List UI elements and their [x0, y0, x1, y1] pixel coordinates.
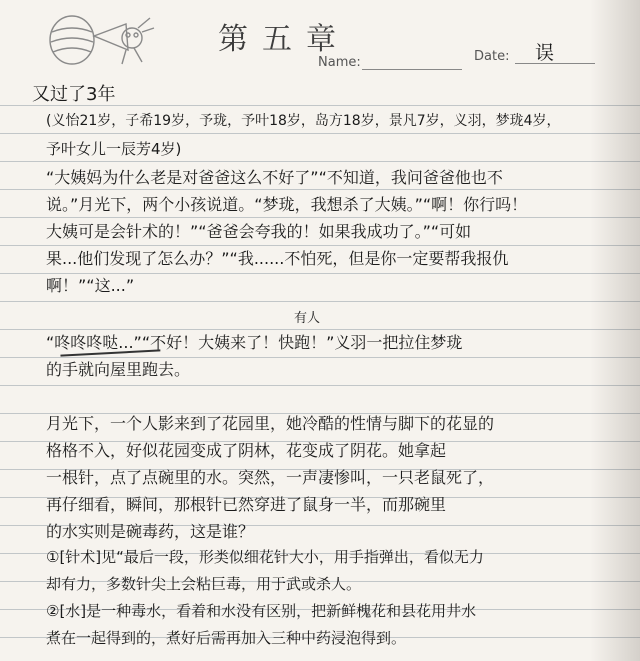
text-line: (义怡21岁，子希19岁，予珑，予叶18岁，岛方18岁，景凡7岁，义羽，梦珑4岁， [46, 113, 561, 129]
footnote-line: ①[针术]见“最后一段，形类似细花针大小，用手指弹出，看似无力 [46, 548, 484, 566]
footnote-line: 却有力，多数针尖上会粘巨毒，用于武或杀人。 [46, 575, 362, 593]
text-line: 再仔细看，瞬间，那根针已然穿进了鼠身一半，而那碗里 [46, 495, 447, 514]
text-line: 果...他们发现了怎么办？”“我......不怕死，但是你一定要帮我报仇 [46, 249, 509, 268]
text-line: 的水实则是碗毒药，这是谁？ [46, 522, 255, 541]
insertion-note: 有人 [294, 311, 321, 326]
text-line: 又过了3年 [32, 84, 116, 105]
page-edge-shadow [590, 0, 640, 661]
text-line: 一根针，点了点碗里的水。突然，一声凄惨叫，一只老鼠死了， [46, 468, 495, 487]
name-label: Name: [318, 55, 361, 70]
text-line: “咚咚咚哒...”“不好！大姨来了！快跑！”义羽一把拉住梦珑 [46, 333, 463, 352]
text-line: 说。”月光下，两个小孩说道。“梦珑，我想杀了大姨。”“啊！你行吗！ [46, 195, 528, 214]
page-title: 第五章 [218, 22, 350, 57]
text-line: 啊！”“这...” [46, 276, 135, 295]
text-line: “大姨妈为什么老是对爸爸这么不好了”“不知道，我问爸爸他也不 [46, 168, 503, 187]
footnote-line: 煮在一起得到的，煮好后需再加入三种中药浸泡得到。 [46, 629, 407, 647]
footnote-line: ②[水]是一种毒水，看着和水没有区别，把新鲜槐花和县花用井水 [46, 602, 477, 620]
text-line: 予叶女儿一辰芳4岁) [46, 140, 182, 158]
cartoon-doodle-icon [38, 10, 158, 70]
text-line: 的手就向屋里跑去。 [46, 360, 191, 379]
text-line: 格格不入，好似花园变成了阴林，花变成了阴花。她拿起 [46, 441, 447, 460]
text-line: 大姨可是会针术的！”“爸爸会夸我的！如果我成功了。”“可如 [46, 222, 472, 241]
date-line [515, 63, 595, 64]
text-line: 月光下，一个人影来到了花园里，她冷酷的性情与脚下的花显的 [46, 414, 495, 433]
name-line [362, 69, 462, 70]
date-value: 误 [535, 42, 555, 64]
page-header [0, 0, 640, 80]
date-label: Date: [474, 49, 510, 64]
